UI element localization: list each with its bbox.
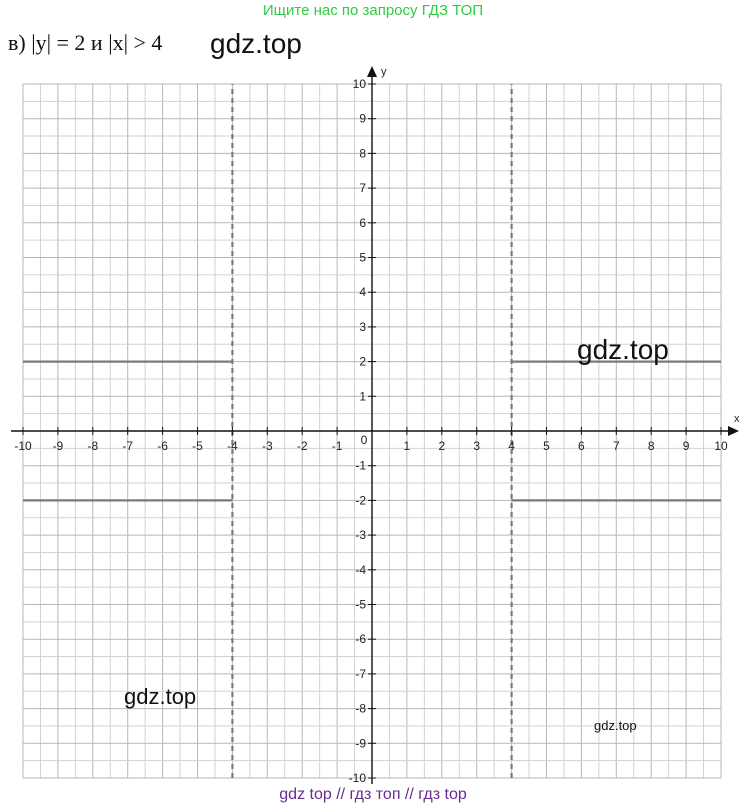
search-banner: Ищите нас по запросу ГДЗ ТОП [262, 2, 484, 19]
y-tick-label: -3 [355, 528, 366, 543]
x-tick-label: 6 [578, 439, 585, 453]
x-tick-label: -4 [227, 439, 238, 453]
x-axis-label: x [734, 413, 740, 425]
x-tick-label: 5 [543, 439, 550, 453]
watermark-lower-right: gdz.top [594, 718, 637, 733]
y-tick-label: -6 [355, 632, 366, 647]
x-tick-label: 10 [714, 439, 728, 453]
x-tick-label: 1 [403, 439, 411, 453]
y-tick-label: 2 [359, 354, 366, 369]
x-tick-label: -5 [192, 439, 203, 453]
y-tick-label: -7 [355, 666, 366, 681]
watermark-lower-left: gdz.top [124, 684, 197, 709]
y-tick-label: -8 [355, 701, 366, 716]
task-title: в) |y| = 2 и |x| > 4 [8, 30, 163, 55]
y-tick-label: 8 [359, 146, 366, 161]
y-tick-label: 5 [359, 250, 366, 265]
y-tick-label: -9 [355, 736, 366, 751]
y-tick-label: -1 [355, 458, 366, 473]
x-tick-label: -6 [157, 439, 168, 453]
x-tick-label: -3 [261, 439, 273, 453]
x-tick-label: 9 [682, 439, 690, 453]
x-tick-label: 4 [508, 439, 515, 453]
y-tick-label: 1 [359, 389, 366, 404]
x-tick-label: 2 [438, 439, 446, 453]
footer-links: gdz top // гдз топ // гдз top [279, 786, 467, 803]
x-tick-label: -2 [296, 439, 308, 453]
x-axis-arrow-icon [728, 426, 739, 436]
y-tick-label: 9 [359, 111, 366, 126]
y-tick-label: 10 [352, 77, 366, 91]
x-tick-label: 7 [612, 439, 620, 453]
y-tick-label: -2 [355, 493, 366, 508]
y-tick-label: -4 [355, 562, 366, 577]
x-tick-label: -7 [122, 439, 134, 453]
y-axis-label: y [381, 66, 387, 78]
y-tick-label: -10 [348, 771, 366, 785]
x-tick-label: -10 [14, 439, 32, 453]
y-tick-label: 3 [359, 319, 366, 334]
x-tick-label: 8 [647, 439, 655, 453]
x-tick-label: 3 [473, 439, 481, 453]
watermark-header: gdz.top [210, 28, 302, 59]
x-tick-label: -9 [52, 439, 64, 453]
origin-label: 0 [360, 433, 368, 447]
y-tick-label: 4 [359, 285, 366, 300]
y-tick-label: 7 [359, 181, 366, 196]
x-tick-label: -1 [331, 439, 343, 453]
y-axis-arrow-icon [367, 66, 377, 77]
watermark-right: gdz.top [577, 334, 669, 365]
x-tick-label: -8 [87, 439, 99, 453]
y-tick-label: 6 [359, 215, 366, 230]
y-tick-label: -5 [355, 597, 366, 612]
